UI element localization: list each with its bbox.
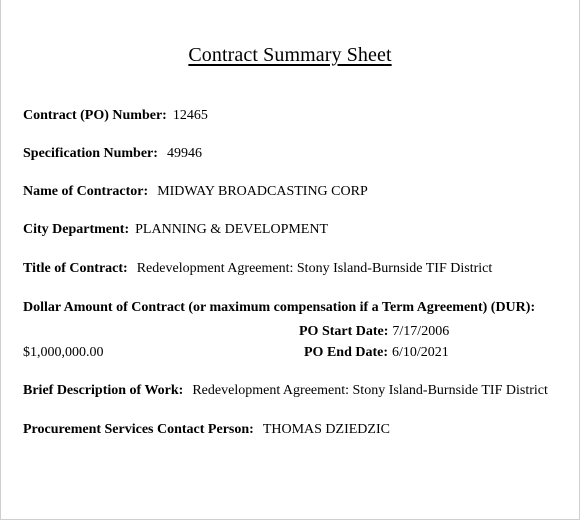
contract-title-value: Redevelopment Agreement: Stony Island-Burnside TIF District bbox=[136, 261, 493, 276]
contract-po-number-value: 12465 bbox=[172, 108, 208, 123]
contractor-name-value: MIDWAY BROADCASTING CORP bbox=[157, 184, 368, 199]
po-start-date-label: PO Start Date: bbox=[299, 324, 389, 339]
dollar-amount-label-row bbox=[23, 300, 535, 316]
po-end-date-row bbox=[304, 345, 449, 361]
dollar-amount-value: $1,000,000.00 bbox=[23, 345, 104, 360]
contract-title-label: Title of Contract: bbox=[23, 261, 128, 276]
specification-number-label: Specification Number: bbox=[23, 146, 158, 161]
procurement-contact-label: Procurement Services Contact Person: bbox=[23, 422, 254, 437]
po-start-date-value: 7/17/2006 bbox=[392, 324, 450, 339]
city-department-value: PLANNING & DEVELOPMENT bbox=[135, 222, 329, 237]
contract-title-row bbox=[23, 261, 492, 277]
contractor-name-label: Name of Contractor: bbox=[23, 184, 149, 199]
contract-po-number-row bbox=[23, 108, 208, 124]
dollar-amount-value-row bbox=[23, 345, 104, 361]
specification-number-value: 49946 bbox=[166, 146, 202, 161]
document-title: Contract Summary Sheet bbox=[188, 44, 392, 66]
po-end-date-value: 6/10/2021 bbox=[392, 345, 449, 360]
dollar-amount-label: Dollar Amount of Contract (or maximum compensation if a Term Agreement) (DUR): bbox=[23, 300, 536, 315]
po-start-date-row bbox=[299, 324, 449, 340]
procurement-contact-value: THOMAS DZIEDZIC bbox=[262, 422, 390, 437]
city-department-label: City Department: bbox=[23, 222, 130, 237]
specification-number-row bbox=[23, 146, 202, 162]
contractor-name-row bbox=[23, 184, 368, 200]
brief-description-label: Brief Description of Work: bbox=[23, 383, 184, 398]
city-department-row bbox=[23, 222, 328, 238]
po-end-date-label: PO End Date: bbox=[304, 345, 388, 360]
brief-description-row bbox=[23, 383, 548, 399]
procurement-contact-row bbox=[23, 422, 390, 438]
brief-description-value: Redevelopment Agreement: Stony Island-Burnside TIF District bbox=[192, 383, 548, 398]
contract-po-number-label: Contract (PO) Number: bbox=[23, 108, 167, 123]
